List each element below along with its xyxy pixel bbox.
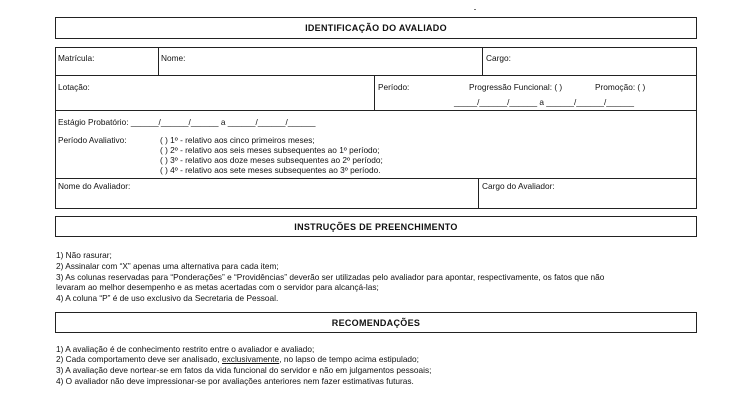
instruction-item-1: 1) Não rasurar; [56, 250, 112, 260]
periodo-option-4[interactable]: ( ) 4º - relativo aos sete meses subsequentes ao 3º período. [160, 165, 381, 175]
recommendation-item-1: 1) A avaliação é de conhecimento restrito entre o avaliador e avaliado; [56, 344, 315, 354]
periodo-avaliativo-label: Período Avaliativo: [58, 135, 127, 145]
progressao-funcional-checkbox[interactable]: Progressão Funcional: ( ) [469, 82, 563, 92]
instruction-item-3: 3) As colunas reservadas para “Ponderações” e “Providências” deverão ser utilizadas pelo avaliador para apontar, respectivamente, os fatos que não [56, 272, 605, 282]
periodo-option-3[interactable]: ( ) 3º - relativo aos doze meses subsequentes ao 2º período; [160, 155, 383, 165]
recommendations-header [55, 312, 697, 333]
instruction-item-4: 4) A coluna “P” é de uso exclusivo da Secretaria de Pessoal. [56, 293, 279, 303]
row-divider [55, 110, 697, 111]
matricula-label: Matrícula: [58, 53, 95, 63]
row-divider [55, 178, 697, 179]
promocao-checkbox[interactable]: Promoção: ( ) [595, 82, 646, 92]
instruction-item-2: 2) Assinalar com “X” apenas uma alternativa para cada item; [56, 261, 279, 271]
identification-title: IDENTIFICAÇÃO DO AVALIADO [305, 23, 447, 33]
periodo-option-2[interactable]: ( ) 2º - relativo aos seis meses subsequentes ao 1º período; [160, 145, 380, 155]
instructions-header [55, 216, 697, 237]
identification-form [55, 47, 697, 209]
column-divider [482, 47, 483, 75]
recommendation-item-3: 3) A avaliação deve nortear-se em fatos da vida funcional do servidor e não em julgamentos pessoais; [56, 365, 432, 375]
cargo-avaliador-label: Cargo do Avaliador: [482, 181, 555, 191]
recommendation-item-2-emphasis: exclusivamente [222, 354, 280, 364]
scan-dot [474, 9, 476, 10]
instruction-item-3-cont: levaram ao melhor desempenho e as metas acertadas com o servidor para alcançá-las; [56, 282, 379, 292]
lotacao-label: Lotação: [58, 82, 90, 92]
recommendation-item-2 [56, 354, 419, 364]
nome-avaliador-label: Nome do Avaliador: [58, 181, 131, 191]
cargo-label: Cargo: [486, 53, 511, 63]
column-divider [158, 47, 159, 75]
periodo-option-1[interactable]: ( ) 1º - relativo aos cinco primeiros meses; [160, 135, 315, 145]
recommendations-title: RECOMENDAÇÕES [331, 318, 421, 328]
recommendation-item-4: 4) O avaliador não deve impressionar-se por avaliações anteriores nem fazer estimativas futuras. [56, 376, 414, 386]
identification-header [55, 17, 697, 39]
periodo-date-range[interactable]: _____/______/______ a ______/______/______ [454, 97, 634, 107]
column-divider [478, 178, 479, 209]
column-divider [374, 75, 375, 110]
periodo-label: Período: [378, 82, 410, 92]
instructions-title: INSTRUÇÕES DE PREENCHIMENTO [294, 222, 458, 232]
estagio-probatorio-line[interactable]: Estágio Probatório: ______/______/______ a ______/______/______ [58, 117, 316, 127]
row-divider [55, 75, 697, 76]
recommendation-item-2-pre: 2) Cada comportamento deve ser analisado, [56, 354, 223, 364]
nome-label: Nome: [161, 53, 186, 63]
recommendation-item-2-post: , no lapso de tempo acima estipulado; [279, 354, 419, 364]
